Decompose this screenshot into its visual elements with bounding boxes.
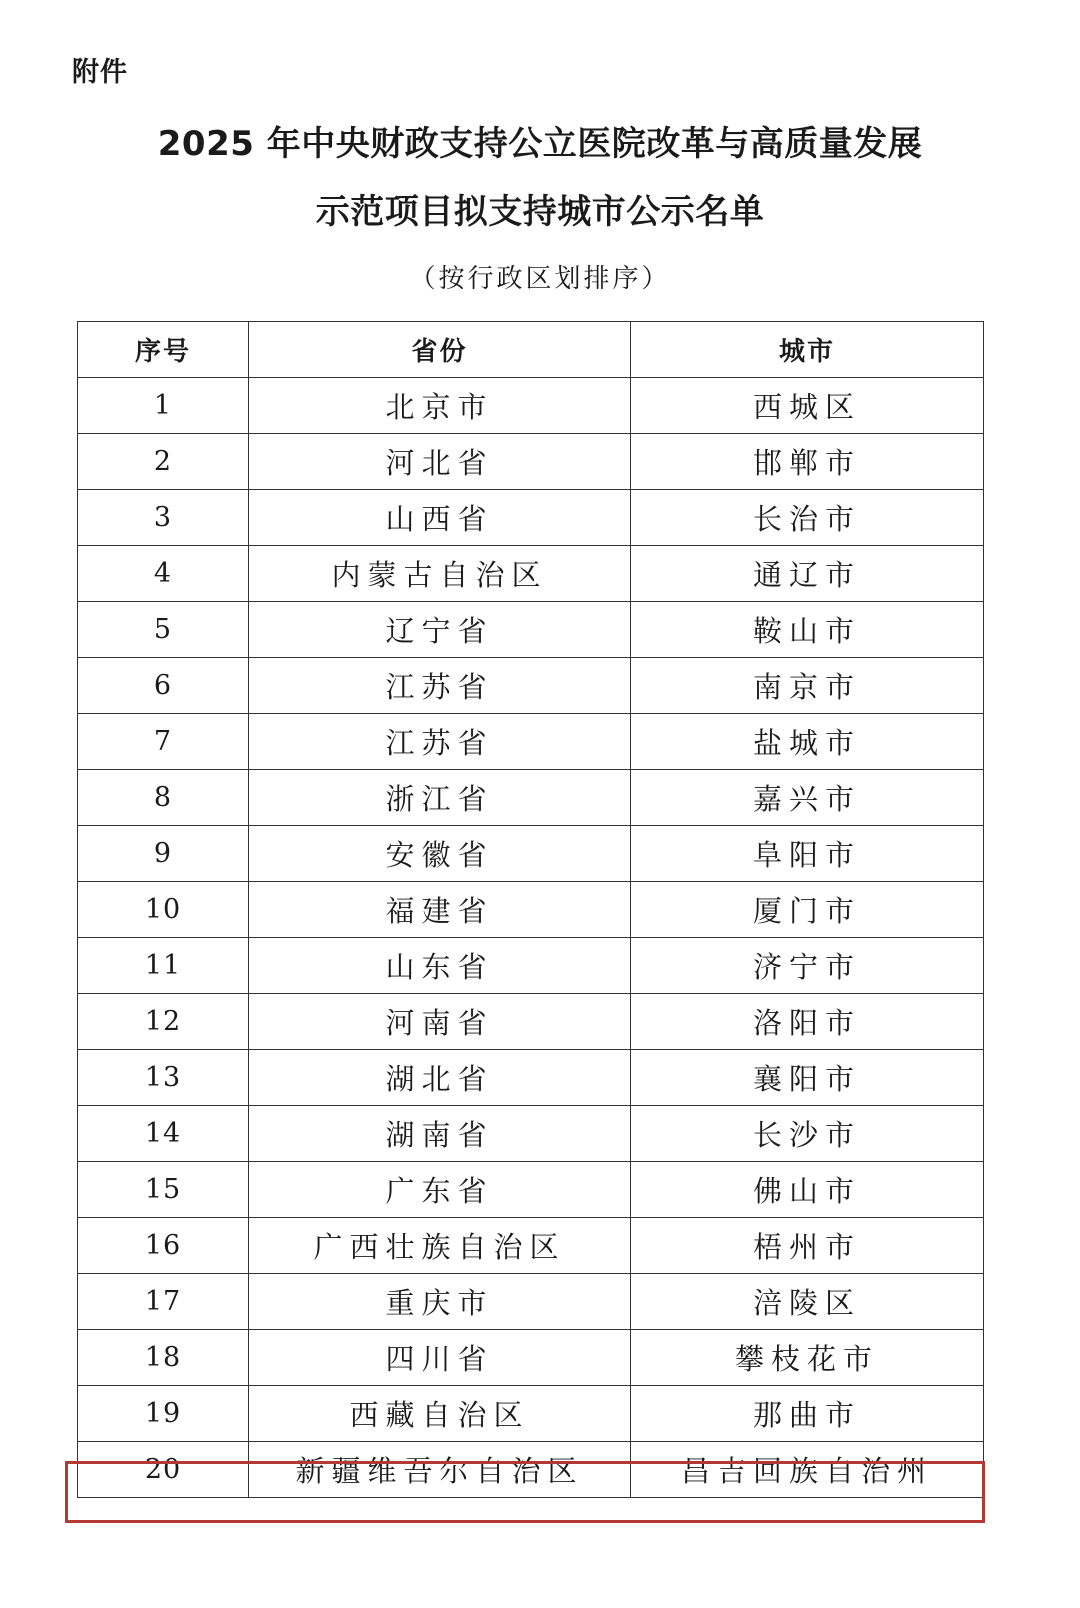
table-row [78,434,984,490]
cell-province: 广东省 [249,1162,631,1218]
document-subtitle: （按行政区划排序） [409,264,671,294]
cell-city: 昌吉回族自治州 [631,1442,984,1498]
cell-city: 厦门市 [631,882,984,938]
table-row [78,490,984,546]
cell-index: 12 [78,994,249,1050]
cell-province: 湖南省 [249,1106,631,1162]
table-header-row [78,322,984,378]
table-row [78,882,984,938]
cell-province: 河北省 [249,434,631,490]
cell-city: 长沙市 [631,1106,984,1162]
table-row [78,714,984,770]
table-row [78,1442,984,1498]
cell-province: 山西省 [249,490,631,546]
attachment-label: 附件 [72,57,128,88]
cell-index: 7 [78,714,249,770]
cell-province: 西藏自治区 [249,1386,631,1442]
cell-index: 18 [78,1330,249,1386]
cell-city: 鞍山市 [631,602,984,658]
cell-index: 1 [78,378,249,434]
cell-province: 四川省 [249,1330,631,1386]
cell-province: 浙江省 [249,770,631,826]
cell-index: 15 [78,1162,249,1218]
cell-index: 10 [78,882,249,938]
table-row [78,1218,984,1274]
cell-index: 4 [78,546,249,602]
table-row [78,938,984,994]
table-row [78,602,984,658]
cell-city: 西城区 [631,378,984,434]
cell-city: 阜阳市 [631,826,984,882]
table-header [78,322,984,378]
column-header-index: 序号 [78,322,249,378]
cell-province: 新疆维吾尔自治区 [249,1442,631,1498]
table-row [78,1274,984,1330]
cell-city: 涪陵区 [631,1274,984,1330]
document-title-line-1: 2025 年中央财政支持公立医院改革与高质量发展 [157,124,923,164]
cell-city: 长治市 [631,490,984,546]
cell-city: 洛阳市 [631,994,984,1050]
cell-city: 嘉兴市 [631,770,984,826]
cell-index: 17 [78,1274,249,1330]
cell-index: 20 [78,1442,249,1498]
cell-province: 福建省 [249,882,631,938]
table-row [78,658,984,714]
cell-city: 攀枝花市 [631,1330,984,1386]
cell-city: 盐城市 [631,714,984,770]
table-row [78,378,984,434]
cell-province: 辽宁省 [249,602,631,658]
cell-index: 16 [78,1218,249,1274]
cell-city: 邯郸市 [631,434,984,490]
column-header-city: 城市 [631,322,984,378]
table-row [78,1162,984,1218]
cell-index: 13 [78,1050,249,1106]
table-row [78,546,984,602]
cell-province: 北京市 [249,378,631,434]
table-row [78,1330,984,1386]
table-row [78,770,984,826]
cell-index: 5 [78,602,249,658]
cell-index: 6 [78,658,249,714]
cell-city: 那曲市 [631,1386,984,1442]
table-row [78,1050,984,1106]
table-row [78,1386,984,1442]
table-row [78,826,984,882]
cell-province: 河南省 [249,994,631,1050]
city-list-table [77,321,984,1498]
cell-index: 11 [78,938,249,994]
cell-province: 山东省 [249,938,631,994]
table-row [78,994,984,1050]
column-header-province: 省份 [249,322,631,378]
cell-province: 重庆市 [249,1274,631,1330]
cell-index: 14 [78,1106,249,1162]
cell-province: 湖北省 [249,1050,631,1106]
cell-index: 8 [78,770,249,826]
cell-province: 江苏省 [249,658,631,714]
table-row [78,1106,984,1162]
cell-city: 襄阳市 [631,1050,984,1106]
cell-city: 佛山市 [631,1162,984,1218]
cell-province: 内蒙古自治区 [249,546,631,602]
cell-index: 3 [78,490,249,546]
cell-province: 安徽省 [249,826,631,882]
cell-index: 9 [78,826,249,882]
cell-index: 2 [78,434,249,490]
cell-city: 济宁市 [631,938,984,994]
table-body [78,378,984,1498]
cell-city: 梧州市 [631,1218,984,1274]
cell-province: 江苏省 [249,714,631,770]
cell-index: 19 [78,1386,249,1442]
cell-province: 广西壮族自治区 [249,1218,631,1274]
cell-city: 南京市 [631,658,984,714]
document-title-line-2: 示范项目拟支持城市公示名单 [315,192,765,232]
cell-city: 通辽市 [631,546,984,602]
